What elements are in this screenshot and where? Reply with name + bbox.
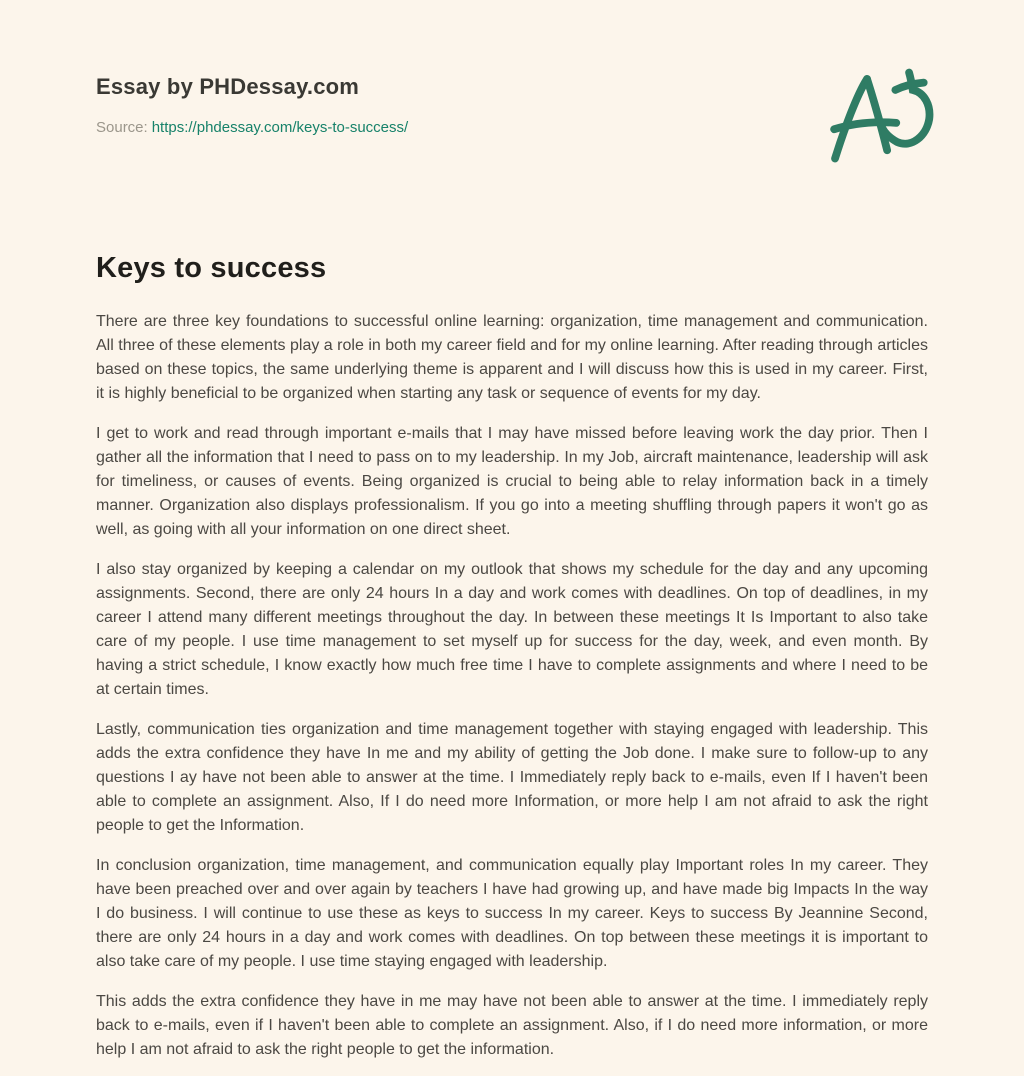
essay-paragraph-5: In conclusion organization, time management, and communication equally play Important roles In my career. They have been preached over and over again by teachers I have had growing up, and have made big Impacts In the way I do business. I will continue to use these as keys to success In my career. Keys to success By Jeannine Second, there are only 24 hours in a day and work comes with deadlines. On top between these meetings it is important to also take care of my people. I use time staying engaged with leadership. <box>96 857 928 970</box>
source-line <box>96 119 408 136</box>
essay-paragraph-4: Lastly, communication ties organization and time management together with staying engaged with leadership. This adds the extra confidence they have In me and my ability of getting the Job done. I make sure to follow-up to any questions I ay have not been able to answer at the time. I Immediately reply back to e-mails, even If I haven't been able to complete an assignment. Also, If I do need more Information, or more help I am not afraid to ask the right people to get the Information. <box>96 721 928 834</box>
source-link[interactable]: https://phdessay.com/keys-to-success/ <box>151 119 409 136</box>
header-text-block <box>96 74 408 136</box>
essay-paragraph-1: There are three key foundations to successful online learning: organization, time management and communication. All three of these elements play a role in both my career field and for my online learning. After reading through articles based on these topics, the same underlying theme is apparent and I will discuss how this is used in my career. First, it is highly beneficial to be organized when starting any task or sequence of events for my day. <box>96 313 928 402</box>
essay-paragraph-3: I also stay organized by keeping a calendar on my outlook that shows my schedule for the day and any upcoming assignments. Second, there are only 24 hours In a day and work comes with deadlines. On top of deadlines, in my career I attend many different meetings throughout the day. In between these meetings It Is Important to also take care of my people. I use time management to set myself up for success for the day, week, and even month. By having a strict schedule, I know exactly how much free time I have to complete assignments and where I need to be at certain times. <box>96 561 928 698</box>
essay-paragraph-6: This adds the extra confidence they have in me may have not been able to answer at the time. I immediately reply back to e-mails, even if I haven't been able to complete an assignment. Also, if I do need more information, or more help I am not afraid to ask the right people to get the information. <box>96 993 928 1058</box>
a-plus-logo-icon <box>822 68 934 164</box>
byline-heading: Essay by PHDessay.com <box>96 74 360 99</box>
essay-body <box>96 252 928 1062</box>
page-header <box>96 0 928 164</box>
source-label: Source: <box>96 119 148 136</box>
essay-paragraph-2: I get to work and read through important e-mails that I may have missed before leaving work the day prior. Then I gather all the information that I need to pass on to my leadership. In my Job, aircraft maintenance, leadership will ask for timeliness, or causes of events. Being organized is crucial to being able to relay information back in a timely manner. Organization also displays professionalism. If you go into a meeting shuffling through papers it won't go as well, as going with all your information on one direct sheet. <box>96 425 928 538</box>
essay-title: Keys to success <box>96 252 327 284</box>
